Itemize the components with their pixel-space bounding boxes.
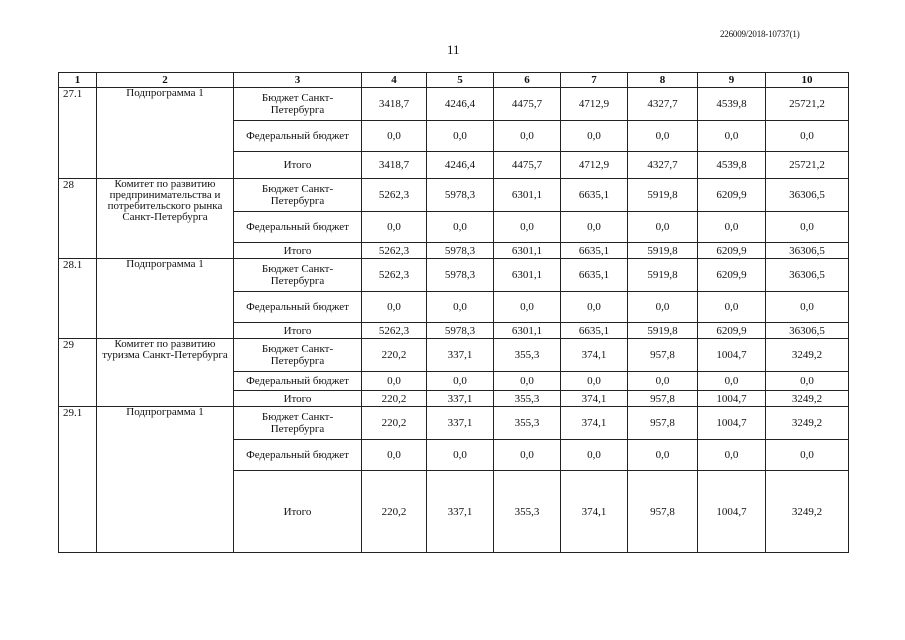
value-cell: 3418,7 [362,88,427,121]
column-header: 2 [97,73,234,88]
value-cell: 6209,9 [698,243,766,259]
value-cell: 0,0 [561,440,628,471]
value-cell: 337,1 [427,391,494,407]
funding-source: Итого [234,152,362,179]
funding-source: Бюджет Санкт-Петербурга [234,88,362,121]
value-cell: 4475,7 [494,152,561,179]
value-cell: 0,0 [628,121,698,152]
table-row [59,88,849,121]
value-cell: 6635,1 [561,323,628,339]
funding-source: Бюджет Санкт-Петербурга [234,339,362,372]
table-row [59,339,849,372]
value-cell: 0,0 [494,440,561,471]
page-number: 11 [447,42,460,57]
program-name: Подпрограмма 1 [97,88,234,179]
value-cell: 0,0 [494,292,561,323]
value-cell: 6301,1 [494,259,561,292]
value-cell: 0,0 [698,121,766,152]
value-cell: 0,0 [362,212,427,243]
value-cell: 4539,8 [698,152,766,179]
value-cell: 4475,7 [494,88,561,121]
value-cell: 4712,9 [561,88,628,121]
value-cell: 0,0 [427,212,494,243]
value-cell: 0,0 [628,292,698,323]
value-cell: 1004,7 [698,391,766,407]
value-cell: 1004,7 [698,407,766,440]
value-cell: 0,0 [494,212,561,243]
value-cell: 5262,3 [362,179,427,212]
value-cell: 374,1 [561,407,628,440]
value-cell: 5262,3 [362,323,427,339]
value-cell: 0,0 [427,292,494,323]
table-row [59,179,849,212]
column-header: 3 [234,73,362,88]
value-cell: 6635,1 [561,243,628,259]
value-cell: 0,0 [628,212,698,243]
value-cell: 0,0 [561,212,628,243]
value-cell: 5978,3 [427,323,494,339]
funding-source: Федеральный бюджет [234,292,362,323]
value-cell: 3418,7 [362,152,427,179]
program-name: Подпрограмма 1 [97,407,234,553]
value-cell: 6301,1 [494,179,561,212]
value-cell: 0,0 [362,440,427,471]
value-cell: 5262,3 [362,243,427,259]
funding-source: Федеральный бюджет [234,440,362,471]
value-cell: 5978,3 [427,179,494,212]
value-cell: 0,0 [766,121,849,152]
value-cell: 4327,7 [628,88,698,121]
funding-source: Бюджет Санкт-Петербурга [234,179,362,212]
value-cell: 374,1 [561,471,628,553]
value-cell: 0,0 [561,292,628,323]
value-cell: 355,3 [494,391,561,407]
funding-source: Федеральный бюджет [234,212,362,243]
value-cell: 36306,5 [766,179,849,212]
value-cell: 0,0 [766,212,849,243]
funding-source: Бюджет Санкт-Петербурга [234,407,362,440]
value-cell: 6635,1 [561,259,628,292]
value-cell: 355,3 [494,407,561,440]
value-cell: 25721,2 [766,88,849,121]
value-cell: 220,2 [362,407,427,440]
value-cell: 0,0 [698,440,766,471]
value-cell: 0,0 [362,121,427,152]
row-index: 28 [59,179,97,259]
funding-source: Итого [234,323,362,339]
value-cell: 957,8 [628,391,698,407]
value-cell: 4539,8 [698,88,766,121]
value-cell: 6209,9 [698,323,766,339]
value-cell: 0,0 [362,292,427,323]
column-header: 10 [766,73,849,88]
column-header: 7 [561,73,628,88]
value-cell: 36306,5 [766,323,849,339]
value-cell: 6209,9 [698,179,766,212]
value-cell: 374,1 [561,391,628,407]
value-cell: 355,3 [494,339,561,372]
column-header: 8 [628,73,698,88]
value-cell: 5978,3 [427,259,494,292]
table-row [59,407,849,440]
program-name: Комитет по развитию туризма Санкт-Петербурга [97,339,234,407]
value-cell: 337,1 [427,407,494,440]
budget-table [58,72,849,553]
funding-source: Итого [234,471,362,553]
value-cell: 5978,3 [427,243,494,259]
value-cell: 220,2 [362,339,427,372]
value-cell: 0,0 [427,372,494,391]
table-row [59,259,849,292]
value-cell: 0,0 [698,372,766,391]
value-cell: 0,0 [628,440,698,471]
column-header: 1 [59,73,97,88]
program-name: Комитет по развитию предпринимательства и потребительского рынка Санкт-Петербурга [97,179,234,259]
value-cell: 5262,3 [362,259,427,292]
value-cell: 0,0 [561,372,628,391]
funding-source: Федеральный бюджет [234,121,362,152]
value-cell: 3249,2 [766,471,849,553]
value-cell: 0,0 [362,372,427,391]
value-cell: 0,0 [698,212,766,243]
value-cell: 0,0 [427,121,494,152]
value-cell: 6209,9 [698,259,766,292]
value-cell: 4327,7 [628,152,698,179]
value-cell: 0,0 [766,292,849,323]
value-cell: 957,8 [628,407,698,440]
program-name: Подпрограмма 1 [97,259,234,339]
value-cell: 4712,9 [561,152,628,179]
value-cell: 5919,8 [628,179,698,212]
value-cell: 25721,2 [766,152,849,179]
header-row [59,73,849,88]
funding-source: Итого [234,391,362,407]
value-cell: 6301,1 [494,323,561,339]
value-cell: 36306,5 [766,259,849,292]
funding-source: Итого [234,243,362,259]
value-cell: 355,3 [494,471,561,553]
value-cell: 0,0 [628,372,698,391]
value-cell: 0,0 [427,440,494,471]
funding-source: Федеральный бюджет [234,372,362,391]
row-index: 27.1 [59,88,97,179]
value-cell: 0,0 [494,121,561,152]
value-cell: 220,2 [362,391,427,407]
value-cell: 957,8 [628,339,698,372]
value-cell: 1004,7 [698,339,766,372]
column-header: 5 [427,73,494,88]
value-cell: 5919,8 [628,259,698,292]
column-header: 4 [362,73,427,88]
value-cell: 957,8 [628,471,698,553]
row-index: 29.1 [59,407,97,553]
row-index: 28.1 [59,259,97,339]
column-header: 9 [698,73,766,88]
value-cell: 337,1 [427,471,494,553]
value-cell: 4246,4 [427,88,494,121]
document-id: 226009/2018-10737(1) [720,29,800,39]
value-cell: 0,0 [698,292,766,323]
value-cell: 220,2 [362,471,427,553]
value-cell: 3249,2 [766,339,849,372]
value-cell: 6301,1 [494,243,561,259]
value-cell: 5919,8 [628,323,698,339]
column-header: 6 [494,73,561,88]
value-cell: 3249,2 [766,407,849,440]
value-cell: 4246,4 [427,152,494,179]
value-cell: 374,1 [561,339,628,372]
value-cell: 0,0 [494,372,561,391]
value-cell: 3249,2 [766,391,849,407]
row-index: 29 [59,339,97,407]
value-cell: 337,1 [427,339,494,372]
value-cell: 0,0 [766,372,849,391]
value-cell: 6635,1 [561,179,628,212]
value-cell: 0,0 [561,121,628,152]
value-cell: 36306,5 [766,243,849,259]
value-cell: 0,0 [766,440,849,471]
value-cell: 5919,8 [628,243,698,259]
value-cell: 1004,7 [698,471,766,553]
funding-source: Бюджет Санкт-Петербурга [234,259,362,292]
